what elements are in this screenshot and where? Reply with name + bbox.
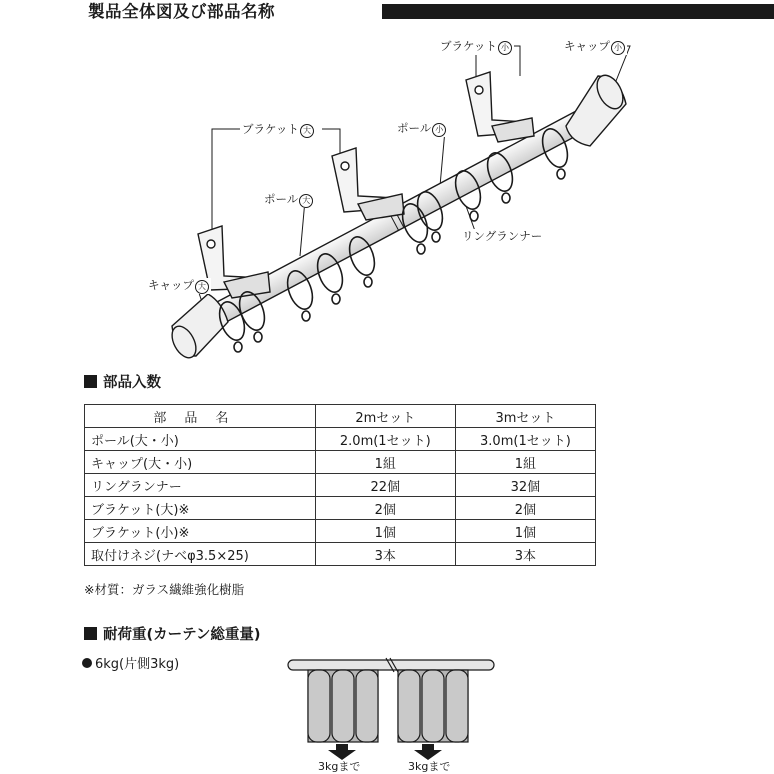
cell-part-name: キャップ(大・小): [85, 451, 316, 474]
material-note: ※材質：ガラス繊維強化樹脂: [84, 582, 245, 597]
cell-2m: 2.0m(1セット): [315, 428, 455, 451]
arrow-down-icon: [414, 744, 442, 760]
cell-part-name: 取付けネジ(ナベφ3.5×25): [85, 543, 316, 566]
label-bracket-large: ブラケット 大: [240, 122, 316, 138]
table-row: [85, 428, 596, 451]
load-heading: 耐荷重(カーテン総重量): [84, 626, 261, 644]
size-mark-small: 小: [432, 123, 446, 137]
bracket-small: [466, 72, 534, 142]
section-title-row: [88, 0, 694, 26]
table-header-row: [85, 405, 596, 428]
heading-square-icon: [84, 375, 97, 388]
table-row: [85, 474, 596, 497]
load-value: 6kg(片側3kg): [82, 657, 179, 673]
ring-hook: [432, 232, 440, 242]
cell-2m: 3本: [315, 543, 455, 566]
cell-3m: 32個: [455, 474, 595, 497]
curtain-right: [398, 670, 468, 742]
table-row: [85, 520, 596, 543]
table-row: [85, 451, 596, 474]
arrow-down-icon: [328, 744, 356, 760]
size-mark-large: 大: [299, 194, 313, 208]
column-header-part-name: 部品名: [85, 405, 316, 428]
label-ring-runner: リングランナー: [462, 229, 543, 243]
load-label-left: 3kgまで: [318, 760, 361, 773]
cell-part-name: リングランナー: [85, 474, 316, 497]
leader-bracket-small-right: [514, 46, 520, 76]
ring-hook: [470, 211, 478, 221]
cell-3m: 3.0m(1セット): [455, 428, 595, 451]
label-cap-large: キャップ 大: [146, 278, 211, 294]
parts-heading: 部品入数: [84, 374, 161, 392]
curtain-left: [308, 670, 378, 742]
ring-hook: [332, 294, 340, 304]
size-mark-large: 大: [300, 124, 314, 138]
label-cap-small: キャップ 小: [562, 39, 627, 55]
cell-2m: 1個: [315, 520, 455, 543]
cell-part-name: ブラケット(小)※: [85, 520, 316, 543]
ring-hook: [417, 244, 425, 254]
title-rule-bar: [382, 4, 774, 19]
load-label-right: 3kgまで: [408, 760, 451, 773]
size-mark-small: 小: [498, 41, 512, 55]
cell-2m: 22個: [315, 474, 455, 497]
cap-small: [566, 71, 628, 146]
cell-3m: 1個: [455, 520, 595, 543]
size-mark-large: 大: [195, 280, 209, 294]
bullet-icon: [82, 658, 92, 668]
size-mark-small: 小: [611, 41, 625, 55]
table-row: [85, 543, 596, 566]
leader-pole-large: [300, 200, 305, 256]
ring-hook: [502, 193, 510, 203]
label-bracket-small: ブラケット 小: [438, 39, 514, 55]
load-rod: [288, 660, 494, 670]
curtain-rod-illustration: [0, 26, 774, 366]
ring-hook: [254, 332, 262, 342]
cell-3m: 2個: [455, 497, 595, 520]
column-header-3m-set: 3mセット: [455, 405, 595, 428]
label-pole-small: ポール 小: [395, 121, 448, 137]
cell-2m: 2個: [315, 497, 455, 520]
page-title: 製品全体図及び部品名称: [88, 2, 275, 21]
ring-hook: [557, 169, 565, 179]
heading-square-icon: [84, 627, 97, 640]
leader-bracket-large-right: [322, 129, 340, 156]
cell-part-name: ブラケット(大)※: [85, 497, 316, 520]
ring-hook: [302, 311, 310, 321]
column-header-2m-set: 2mセット: [315, 405, 455, 428]
cell-part-name: ポール(大・小): [85, 428, 316, 451]
bracket-large-middle: [332, 148, 404, 220]
cell-3m: 3本: [455, 543, 595, 566]
product-diagram: [0, 26, 774, 366]
load-illustration: [280, 650, 510, 774]
ring-hook: [234, 342, 242, 352]
pole: [197, 106, 596, 332]
table-row: [85, 497, 596, 520]
ring-hook: [364, 277, 372, 287]
label-pole-large: ポール 大: [262, 192, 315, 208]
cap-large: [167, 294, 228, 362]
leader-bracket-large-left: [212, 129, 240, 236]
leader-pole-small: [440, 130, 445, 186]
cell-3m: 1組: [455, 451, 595, 474]
cell-2m: 1組: [315, 451, 455, 474]
parts-table: [84, 404, 596, 566]
